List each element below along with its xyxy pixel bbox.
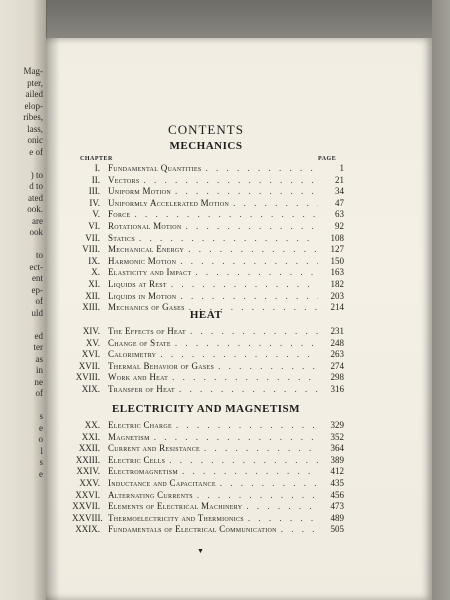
chapter-title: Fundamentals of Electrical Communication	[108, 524, 277, 535]
chapter-number: XXVIII.	[72, 512, 103, 523]
toc-entry	[72, 186, 344, 198]
chapter-title: Alternating Currents	[108, 489, 193, 500]
page-number: 435	[330, 478, 344, 488]
chapter-title: Liquids at Rest	[108, 279, 167, 289]
chapter-title: Force	[108, 209, 131, 220]
left-page-text-fragment: ribes,	[23, 112, 43, 122]
page-number: 248	[330, 337, 344, 348]
toc-entry	[72, 349, 344, 361]
chapter-number: IX.	[88, 255, 100, 266]
toc-entry	[72, 175, 344, 187]
left-page-text-fragment: ter	[33, 342, 43, 352]
chapter-title: Elements of Electrical Machinery	[108, 501, 243, 512]
section-heading: ELECTRICITY AND MAGNETISM	[111, 403, 301, 415]
chapter-title: Inductance and Capacitance	[108, 478, 216, 488]
page-number: 163	[330, 267, 344, 278]
dot-leader	[220, 478, 318, 488]
left-page-text-fragment: ect-	[29, 261, 43, 272]
dot-leader	[154, 432, 318, 442]
page-number: 489	[330, 512, 344, 523]
chapter-number: XXIV.	[76, 466, 100, 477]
chapter-number: VIII.	[82, 244, 100, 255]
page-number: 316	[330, 384, 344, 394]
toc-entry	[72, 291, 344, 303]
dot-leader	[186, 221, 318, 231]
page-number: 1	[339, 163, 344, 173]
chapter-number: IV.	[89, 197, 100, 208]
page-title: CONTENTS	[168, 122, 244, 137]
chapter-number: XX.	[84, 420, 100, 430]
dot-leader	[171, 279, 318, 289]
toc-entry	[72, 198, 344, 210]
page-number: 352	[330, 431, 344, 442]
left-page-text-fragment: s	[39, 411, 43, 421]
chapter-number: V.	[92, 209, 100, 220]
chapter-number: X.	[91, 267, 100, 278]
chapter-title: Uniformly Accelerated Motion	[108, 197, 230, 208]
left-page-text-fragment: d to	[29, 181, 43, 191]
toc-entry	[72, 209, 344, 221]
background-shadow	[0, 0, 450, 40]
dot-leader	[281, 524, 318, 534]
left-page-text-fragment: ne	[34, 376, 43, 387]
chapter-title: Liquids in Motion	[108, 290, 177, 301]
dot-leader	[195, 267, 318, 277]
dot-leader	[179, 384, 318, 394]
chapter-title: Vectors	[108, 174, 140, 185]
left-page-text-fragment: l	[40, 445, 43, 456]
chapter-number: XXII.	[78, 443, 100, 454]
toc-entry	[72, 443, 344, 455]
dot-leader	[175, 186, 318, 196]
continuation-mark: ▼	[197, 547, 204, 555]
chapter-number: XV.	[85, 337, 100, 348]
page-number: 150	[330, 255, 344, 266]
page-number: 231	[330, 326, 344, 336]
left-page	[0, 0, 47, 600]
chapter-title: The Effects of Heat	[108, 326, 186, 336]
left-page-text-fragment: are	[32, 215, 43, 226]
page-column-header: PAGE	[318, 156, 337, 162]
dot-leader	[233, 198, 318, 208]
toc-entry	[72, 478, 344, 490]
dot-leader	[172, 372, 318, 382]
chapter-title: Transfer of Heat	[108, 384, 175, 394]
left-page-text-fragment: to	[35, 250, 43, 260]
chapter-number: XIX.	[81, 384, 100, 394]
left-page-text-fragment: of	[35, 296, 43, 306]
dot-leader	[182, 466, 318, 476]
chapter-title: Thermal Behavior of Gases	[108, 360, 215, 371]
page-number: 505	[330, 524, 344, 535]
chapter-title: Rotational Motion	[108, 221, 182, 231]
chapter-title: Mechanical Energy	[108, 244, 185, 255]
chapter-number: XXV.	[79, 478, 100, 488]
left-page-text-fragment: o	[38, 434, 43, 444]
chapter-number: XXVII.	[72, 501, 100, 512]
toc-entry	[72, 420, 344, 432]
toc-entry	[72, 501, 344, 513]
toc-entry	[72, 163, 344, 175]
chapter-number: XXIII.	[75, 454, 100, 465]
page-number: 456	[330, 489, 344, 500]
dot-leader	[135, 209, 318, 219]
toc-entry	[72, 279, 344, 291]
chapter-column-header: CHAPTER	[80, 156, 113, 162]
page-number: 21	[335, 174, 344, 185]
page-number: 263	[330, 349, 344, 360]
chapter-title: Electric Charge	[108, 420, 172, 430]
chapter-number: XVII.	[78, 360, 100, 371]
page-number: 34	[335, 186, 344, 197]
chapter-title: Magnetism	[108, 431, 150, 442]
toc-entry	[72, 233, 344, 245]
left-page-text-fragment: ook.	[27, 204, 43, 214]
toc-entry	[72, 524, 344, 536]
chapter-number: III.	[88, 186, 100, 197]
chapter-title: Calorimetry	[108, 349, 157, 360]
chapter-title: Change of State	[108, 337, 171, 348]
toc-entry	[72, 221, 344, 233]
chapter-title: Work and Heat	[108, 372, 169, 383]
left-page-text-fragment: ) to	[30, 169, 43, 180]
chapter-number: XVI.	[81, 349, 100, 360]
left-page-text-fragment: e	[39, 422, 43, 433]
toc-entry	[72, 513, 344, 525]
left-page-text-fragment: ated	[28, 192, 43, 203]
toc-entry	[72, 372, 344, 384]
chapter-title: Current and Resistance	[108, 443, 200, 454]
toc-entry	[72, 361, 344, 373]
toc-entry	[72, 466, 344, 478]
dot-leader	[197, 490, 318, 500]
left-page-text-fragment: ook	[29, 227, 43, 237]
left-page-text-fragment: onic	[27, 135, 43, 145]
chapter-number: I.	[94, 163, 100, 173]
toc-entry	[72, 326, 344, 338]
chapter-number: XII.	[85, 290, 100, 301]
chapter-title: Electromagnetism	[108, 466, 178, 477]
page-number: 63	[335, 209, 344, 220]
toc-entry	[72, 244, 344, 256]
chapter-number: XXI.	[81, 431, 100, 442]
left-page-text-fragment: ed	[34, 330, 43, 341]
page-number: 203	[330, 290, 344, 301]
page-number: 329	[330, 420, 344, 430]
left-page-text-fragment: e of	[29, 146, 43, 157]
toc-entry	[72, 384, 344, 396]
chapter-number: II.	[91, 174, 100, 185]
page-number: 182	[330, 279, 344, 289]
left-page-text-fragment: in	[35, 365, 43, 375]
dot-leader	[144, 175, 319, 185]
left-page-text-fragment: e	[39, 468, 43, 479]
dot-leader	[180, 291, 318, 301]
chapter-title: Fundamental Quantities	[108, 163, 202, 173]
dot-leader	[175, 338, 318, 348]
chapter-title: Electric Cells	[108, 454, 166, 465]
page-number: 364	[330, 443, 344, 454]
section-heading: HEAT	[189, 309, 223, 321]
left-page-text-fragment: as	[35, 353, 43, 364]
dot-leader	[180, 256, 318, 266]
page-number: 274	[330, 360, 344, 371]
chapter-number: VI.	[88, 221, 100, 231]
toc-entry	[72, 490, 344, 502]
left-page-text-fragment: ent	[32, 273, 43, 283]
chapter-title: Mechanics of Gases	[108, 302, 185, 313]
chapter-number: XXVI.	[75, 489, 100, 500]
left-page-text-fragment: ailed	[25, 89, 43, 99]
left-page-text-fragment: Mag-	[23, 66, 43, 76]
dot-leader	[246, 501, 318, 511]
left-page-text-fragment: pter,	[27, 77, 43, 88]
page-number: 298	[330, 372, 344, 383]
chapter-number: XXIX.	[75, 524, 100, 535]
page-number: 92	[335, 221, 344, 231]
chapter-title: Statics	[108, 232, 135, 243]
dot-leader	[248, 513, 318, 523]
page-number: 108	[330, 232, 344, 243]
chapter-number: XIII.	[82, 302, 100, 313]
dot-leader	[169, 455, 318, 465]
chapter-number: VII.	[85, 232, 100, 243]
dot-leader	[218, 361, 318, 371]
left-page-text-fragment: s	[39, 457, 43, 467]
dot-leader	[206, 163, 318, 173]
chapter-title: Thermoelectricity and Thermionics	[108, 512, 244, 523]
chapter-number: XI.	[88, 279, 100, 289]
page-number: 389	[330, 454, 344, 465]
section-heading: MECHANICS	[169, 140, 243, 152]
page-number: 473	[330, 501, 344, 512]
toc-entry	[72, 432, 344, 444]
chapter-number: XVIII.	[75, 372, 100, 383]
dot-leader	[160, 349, 318, 359]
dot-leader	[190, 326, 318, 336]
left-page-text-fragment: ep-	[31, 284, 43, 295]
chapter-title: Harmonic Motion	[108, 255, 177, 266]
toc-entry	[72, 267, 344, 279]
toc-entry	[72, 455, 344, 467]
chapter-number: XIV.	[82, 326, 100, 336]
page-number: 127	[330, 244, 344, 255]
page-edge	[432, 0, 450, 600]
page-number: 214	[330, 302, 344, 313]
dot-leader	[204, 443, 318, 453]
toc-entry	[72, 256, 344, 268]
page-number: 47	[335, 197, 344, 208]
page-number: 412	[330, 466, 344, 477]
left-page-text-fragment: of	[35, 388, 43, 398]
dot-leader	[176, 420, 318, 430]
left-page-text-fragment: uld	[31, 307, 43, 318]
chapter-title: Elasticity and Impact	[108, 267, 192, 278]
dot-leader	[188, 244, 318, 254]
dot-leader	[139, 233, 318, 243]
chapter-title: Uniform Motion	[108, 186, 171, 197]
left-page-text-fragment: lass,	[27, 123, 43, 134]
toc-entry	[72, 338, 344, 350]
left-page-text-fragment: elop-	[24, 100, 43, 111]
